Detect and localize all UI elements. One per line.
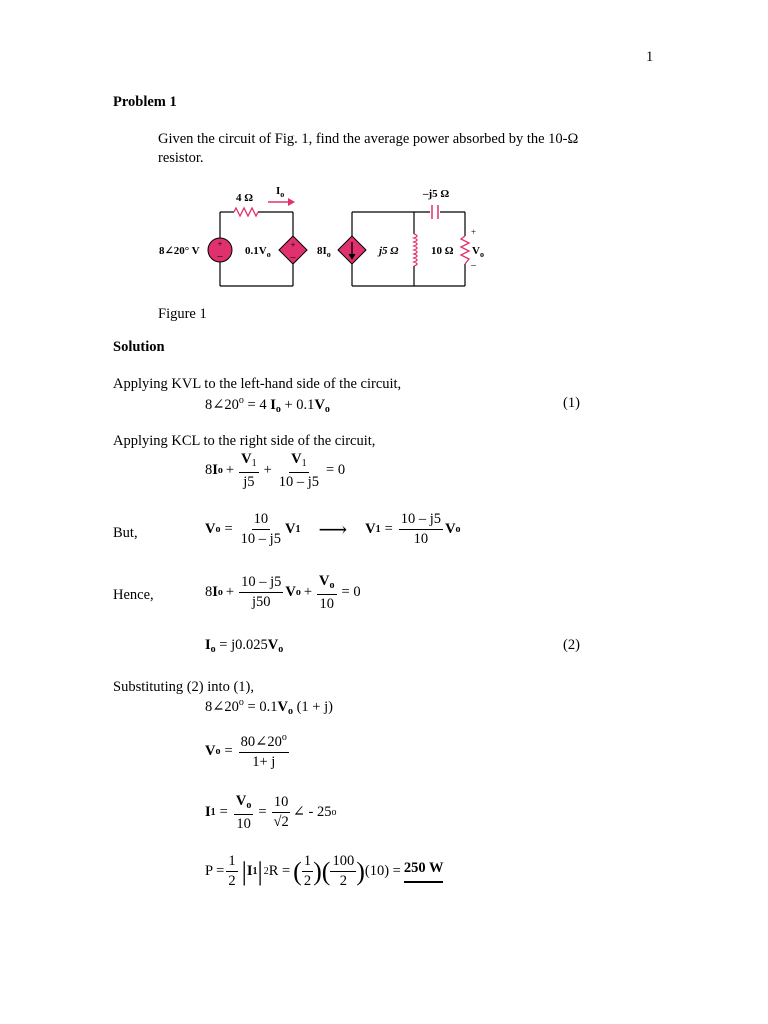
substituting-text: Substituting (2) into (1), xyxy=(113,679,254,695)
equation-3: $8\angle 20^o = 0.1V_o$ (1 + j) xyxy=(205,697,333,717)
equation-1: $8\angle 20^o = 4$ $I_o + 0.1V_o$ xyxy=(205,395,330,415)
equation-1-tag: (1) xyxy=(563,395,580,411)
label-4ohm: 4 Ω xyxy=(236,192,254,204)
dependent-current-source-icon xyxy=(338,236,366,264)
label-dep-current: $8I_o$ xyxy=(317,245,331,259)
label-dep-voltage: $0.1V_o$ xyxy=(245,245,271,259)
page-number: 1 xyxy=(646,49,654,65)
dependent-voltage-source-icon xyxy=(279,236,307,264)
label-10ohm: 10 Ω xyxy=(431,245,454,257)
problem-text-line-2: resistor. xyxy=(158,150,204,166)
final-answer: 250 W xyxy=(404,860,444,883)
capacitor-icon xyxy=(432,205,438,219)
svg-text:–: – xyxy=(217,251,223,262)
svg-text:+: + xyxy=(471,227,477,237)
figure-caption: Figure 1 xyxy=(158,306,207,322)
kcl-text: Applying KCL to the right side of the circuit, xyxy=(113,433,376,449)
inductor-icon xyxy=(414,234,417,266)
kvl-text: Applying KVL to the left-hand side of the circuit, xyxy=(113,376,402,392)
resistor-10ohm xyxy=(461,236,469,264)
label-capacitor: –j5 Ω xyxy=(423,188,450,200)
circuit-diagram xyxy=(150,180,490,295)
hence-label: Hence, xyxy=(113,587,154,603)
arrow-icon: ⟶ xyxy=(318,519,348,542)
but-label: But, xyxy=(113,525,138,541)
label-source: 8∠20° V xyxy=(159,245,200,257)
label-io: $I_o$ xyxy=(276,185,285,199)
voltage-source-icon xyxy=(208,238,232,262)
svg-text:+: + xyxy=(217,239,223,249)
equation-2-tag: (2) xyxy=(563,637,580,653)
label-j5: j5 Ω xyxy=(379,245,399,257)
solution-heading: Solution xyxy=(113,339,165,355)
equation-4: V o = $\frac{80\angle 20^o}{1+ j}$ xyxy=(205,732,287,771)
equation-6: P = $\frac{1}{2}$ | I 1 | 2 R = ( $\frac{1}{2}$ ) ( $\frac{100}{2}$ ) (10) = 250 W xyxy=(205,853,444,890)
equation-kcl: 8 I o + $\frac{V_1}{j5}$ + $\frac{V_1}{10 - j5}$ = 0 xyxy=(205,451,346,490)
equation-5: I 1 = $\frac{V_o}{10}$ = $\frac{10}{√2}$ ∠ - 25 o xyxy=(205,793,337,832)
equation-but: V o = $\frac{10}{10 - j5}$ V 1 ⟶ V 1 = $\frac{10 - j5}{10}$ V o xyxy=(205,511,461,548)
current-arrow-icon xyxy=(288,198,295,206)
svg-text:–: – xyxy=(471,260,476,271)
resistor-4ohm xyxy=(234,208,258,216)
problem-heading: Problem 1 xyxy=(113,94,177,110)
equation-2: $I_o = j0.025V_o$ xyxy=(205,637,284,655)
label-vo: $V_o$ xyxy=(472,245,484,259)
problem-text-line-1: Given the circuit of Fig. 1, find the average power absorbed by the 10-Ω xyxy=(158,131,579,147)
svg-text:+: + xyxy=(290,240,296,250)
svg-text:–: – xyxy=(290,252,296,263)
equation-hence: 8 I o + $\frac{10 - j5}{j50}$ V o + $\frac{V_o}{10}$ = 0 xyxy=(205,573,361,612)
